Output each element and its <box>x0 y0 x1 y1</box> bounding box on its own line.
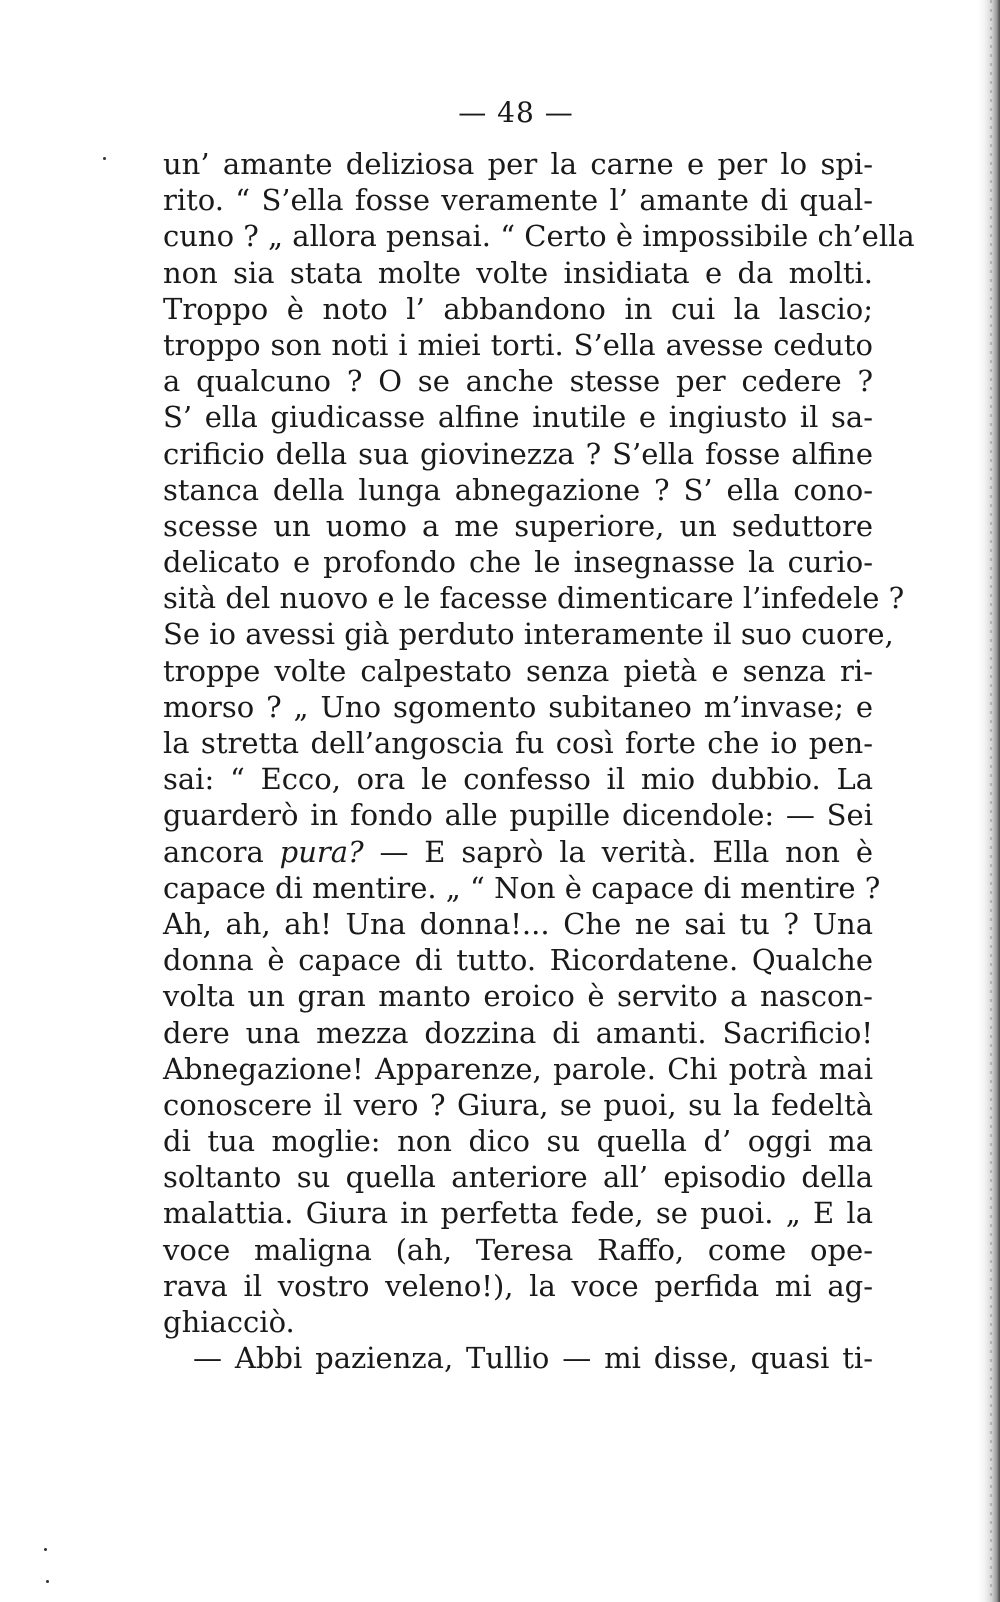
text-line: troppo son noti i miei torti. S’ella avesse ceduto <box>163 327 873 362</box>
text-line: capace di mentire. „ “ Non è capace di mentire ? <box>163 870 881 905</box>
text-line: sità del nuovo e le facesse dimenticare l’infedele ? <box>163 581 905 616</box>
text-line: crificio della sua giovinezza ? S’ella fosse alfine <box>163 436 873 471</box>
text-line: guarderò in fondo alle pupille dicendole: — Sei <box>163 798 873 833</box>
text-line: di tua moglie: non dico su quella d’ oggi ma <box>163 1124 873 1159</box>
scan-speck <box>44 1548 47 1551</box>
text-line: rito. “ S’ella fosse veramente l’ amante di qual- <box>163 183 873 218</box>
text-line: stanca della lunga abnegazione ? S’ ella cono- <box>163 472 873 507</box>
text-line: ancora pura? — E saprò la verità. Ella non è <box>163 834 873 869</box>
text-line: soltanto su quella anteriore all’ episodio della <box>163 1160 873 1195</box>
text-line: la stretta dell’angoscia fu così forte che io pen- <box>163 726 873 760</box>
text-line: a qualcuno ? O se anche stesse per cedere ? <box>163 364 873 399</box>
scan-speck <box>46 1580 49 1583</box>
text-line: malattia. Giura in perfetta fede, se puoi. „ E la <box>163 1196 873 1231</box>
text-line: delicato e profondo che le insegnasse la curio- <box>163 545 873 580</box>
text-line: morso ? „ Uno sgomento subitaneo m’invase; e <box>163 689 873 724</box>
text-line: cuno ? „ allora pensai. “ Certo è impossibile ch’ella <box>163 219 915 254</box>
text-line: — Abbi pazienza, Tullio — mi disse, quasi ti- <box>193 1341 873 1376</box>
text-line: ghiacciò. <box>163 1305 295 1339</box>
text-line: non sia stata molte volte insidiata e da molti. <box>163 255 873 290</box>
scan-speck <box>103 157 106 160</box>
text-line: rava il vostro veleno!), la voce perfida mi ag- <box>163 1268 873 1303</box>
text-line: sai: “ Ecco, ora le confesso il mio dubbio. La <box>163 762 873 797</box>
text-line: Ah, ah, ah! Una donna!... Che ne sai tu ? Una <box>163 906 873 941</box>
text-line: Abnegazione! Apparenze, parole. Chi potrà mai <box>163 1051 873 1086</box>
text-line: scesse un uomo a me superiore, un seduttore <box>163 508 873 543</box>
text-line: S’ ella giudicasse alfine inutile e ingiusto il sa- <box>163 400 873 435</box>
text-line: donna è capace di tutto. Ricordatene. Qualche <box>163 943 873 978</box>
text-line: Se io avessi già perduto interamente il suo cuore, <box>163 617 894 652</box>
page-edge <box>978 0 1000 1602</box>
text-line: voce maligna (ah, Teresa Raffo, come ope- <box>163 1232 873 1267</box>
page-number: — 48 — <box>458 96 574 129</box>
text-line: conoscere il vero ? Giura, se puoi, su la fedeltà <box>163 1087 873 1122</box>
text-line: dere una mezza dozzina di amanti. Sacrificio! <box>163 1015 873 1050</box>
text-line: troppe volte calpestato senza pietà e senza ri- <box>163 653 873 688</box>
text-line: Troppo è noto l’ abbandono in cui la lascio; <box>163 291 873 326</box>
text-line: un’ amante deliziosa per la carne e per lo spi- <box>163 147 873 181</box>
text-line: volta un gran manto eroico è servito a nascon- <box>163 979 873 1014</box>
body-text <box>163 146 915 1376</box>
